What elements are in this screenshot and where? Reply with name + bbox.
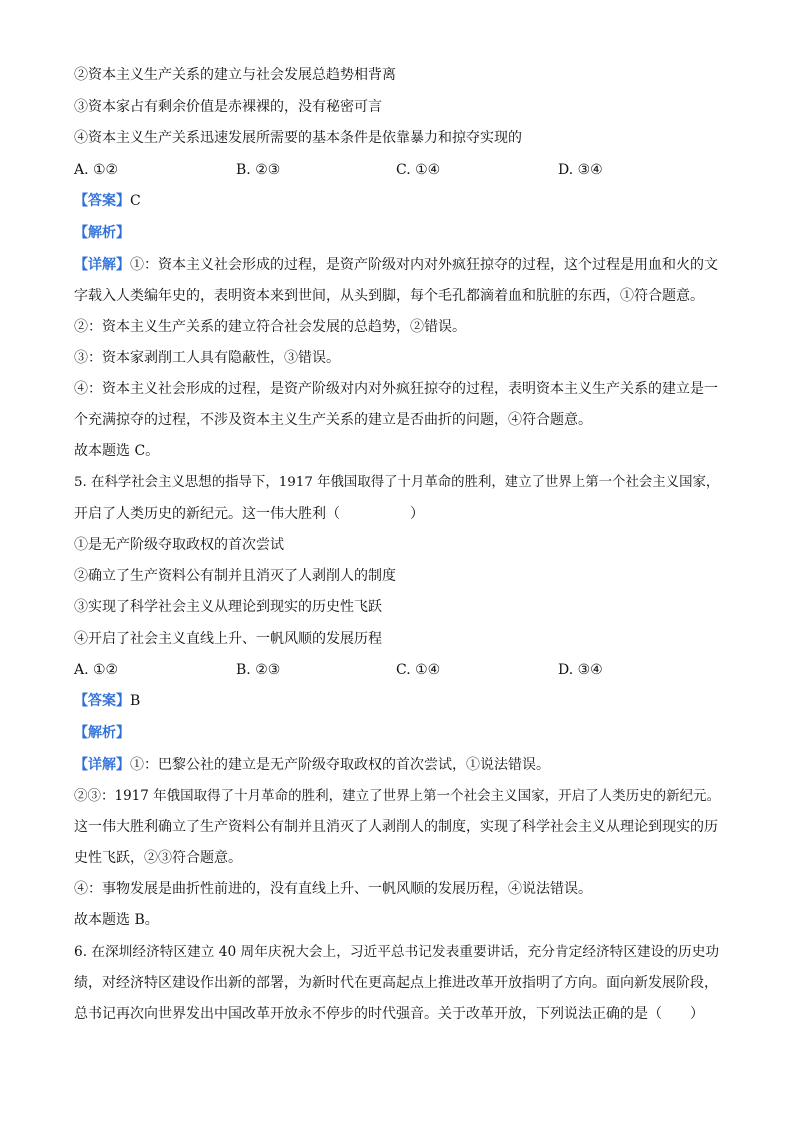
q5-option-d: D. ③④ bbox=[558, 662, 603, 678]
q4-option-a: A. ①② bbox=[74, 162, 119, 178]
q5-option-a: A. ①② bbox=[74, 662, 119, 678]
q4-option-b: B. ②③ bbox=[236, 162, 281, 178]
q4-answer bbox=[74, 192, 141, 210]
q5-detail-line: ②③：1917 年俄国取得了十月革命的胜利，建立了世界上第一个社会主义国家，开启了人类历史的新纪元。 bbox=[74, 788, 721, 804]
q4-statement-4: ④资本主义生产关系迅速发展所需要的基本条件是依靠暴力和掠夺实现的 bbox=[74, 130, 522, 146]
q4-detail-line bbox=[74, 256, 718, 274]
q4-statement-2: ②资本主义生产关系的建立与社会发展总趋势相背离 bbox=[74, 67, 396, 83]
answer-label: 【答案】 bbox=[74, 193, 130, 209]
q4-detail-line: 字载入人类编年史的，表明资本来到世间，从头到脚，每个毛孔都滴着血和肮脏的东西，①符合题意。 bbox=[74, 288, 704, 304]
q5-detail-line: ④：事物发展是曲折性前进的，没有直线上升、一帆风顺的发展历程，④说法错误。 bbox=[74, 881, 592, 897]
q5-stem-line: 开启了人类历史的新纪元。这一伟大胜利（ ） bbox=[74, 506, 424, 522]
q4-analysis-label: 【解析】 bbox=[74, 225, 130, 241]
detail-label: 【详解】 bbox=[74, 257, 130, 273]
q5-stem-line: 5. 在科学社会主义思想的指导下，1917 年俄国取得了十月革命的胜利，建立了世界上第一个社会主义国家， bbox=[74, 475, 720, 490]
q5-detail-line: 这一伟大胜利确立了生产资料公有制并且消灭了人剥削人的制度，实现了科学社会主义从理论到现实的历 bbox=[74, 819, 718, 835]
q5-statement-4: ④开启了社会主义直线上升、一帆风顺的发展历程 bbox=[74, 631, 382, 647]
answer-label: 【答案】 bbox=[74, 693, 130, 709]
q4-conclusion: 故本题选 C。 bbox=[74, 443, 160, 459]
q5-option-c: C. ①④ bbox=[396, 662, 441, 678]
q4-detail-line: ④：资本主义社会形成的过程，是资产阶级对内对外疯狂掠夺的过程，表明资本主义生产关系的建立是一 bbox=[74, 381, 718, 397]
q6-stem-line: 总书记再次向世界发出中国改革开放永不停步的时代强音。关于改革开放，下列说法正确的是（ ） bbox=[74, 1006, 704, 1022]
q5-detail-line: 史性飞跃，②③符合题意。 bbox=[74, 850, 242, 866]
detail-text: ①：巴黎公社的建立是无产阶级夺取政权的首次尝试，①说法错误。 bbox=[130, 757, 550, 773]
q4-statement-3: ③资本家占有剩余价值是赤裸裸的，没有秘密可言 bbox=[74, 99, 382, 115]
q5-answer bbox=[74, 692, 140, 710]
q5-statement-1: ①是无产阶级夺取政权的首次尝试 bbox=[74, 537, 284, 553]
detail-text: ①：资本主义社会形成的过程，是资产阶级对内对外疯狂掠夺的过程，这个过程是用血和火的文 bbox=[130, 257, 718, 273]
answer-value: C bbox=[130, 193, 141, 209]
q5-conclusion: 故本题选 B。 bbox=[74, 912, 159, 928]
q5-statement-2: ②确立了生产资料公有制并且消灭了人剥削人的制度 bbox=[74, 568, 396, 584]
q4-detail-line: ②：资本主义生产关系的建立符合社会发展的总趋势，②错误。 bbox=[74, 319, 466, 335]
answer-value: B bbox=[130, 693, 141, 709]
detail-label: 【详解】 bbox=[74, 757, 130, 773]
q5-statement-3: ③实现了科学社会主义从理论到现实的历史性飞跃 bbox=[74, 599, 382, 615]
q6-stem-line: 绩，对经济特区建设作出新的部署，为新时代在更高起点上推进改革开放指明了方向。面向新发展阶段， bbox=[74, 975, 718, 991]
q4-detail-line: ③：资本家剥削工人具有隐蔽性，③错误。 bbox=[74, 350, 340, 366]
q4-option-d: D. ③④ bbox=[558, 162, 603, 178]
q4-detail-line: 个充满掠夺的过程，不涉及资本主义生产关系的建立是否曲折的问题，④符合题意。 bbox=[74, 412, 592, 428]
q5-option-b: B. ②③ bbox=[236, 662, 281, 678]
q4-option-c: C. ①④ bbox=[396, 162, 441, 178]
q5-detail-line bbox=[74, 756, 550, 774]
q5-analysis-label: 【解析】 bbox=[74, 725, 130, 741]
q6-stem-line: 6. 在深圳经济特区建立 40 周年庆祝大会上，习近平总书记发表重要讲话，充分肯定经济特区建设的历史功 bbox=[74, 944, 720, 960]
